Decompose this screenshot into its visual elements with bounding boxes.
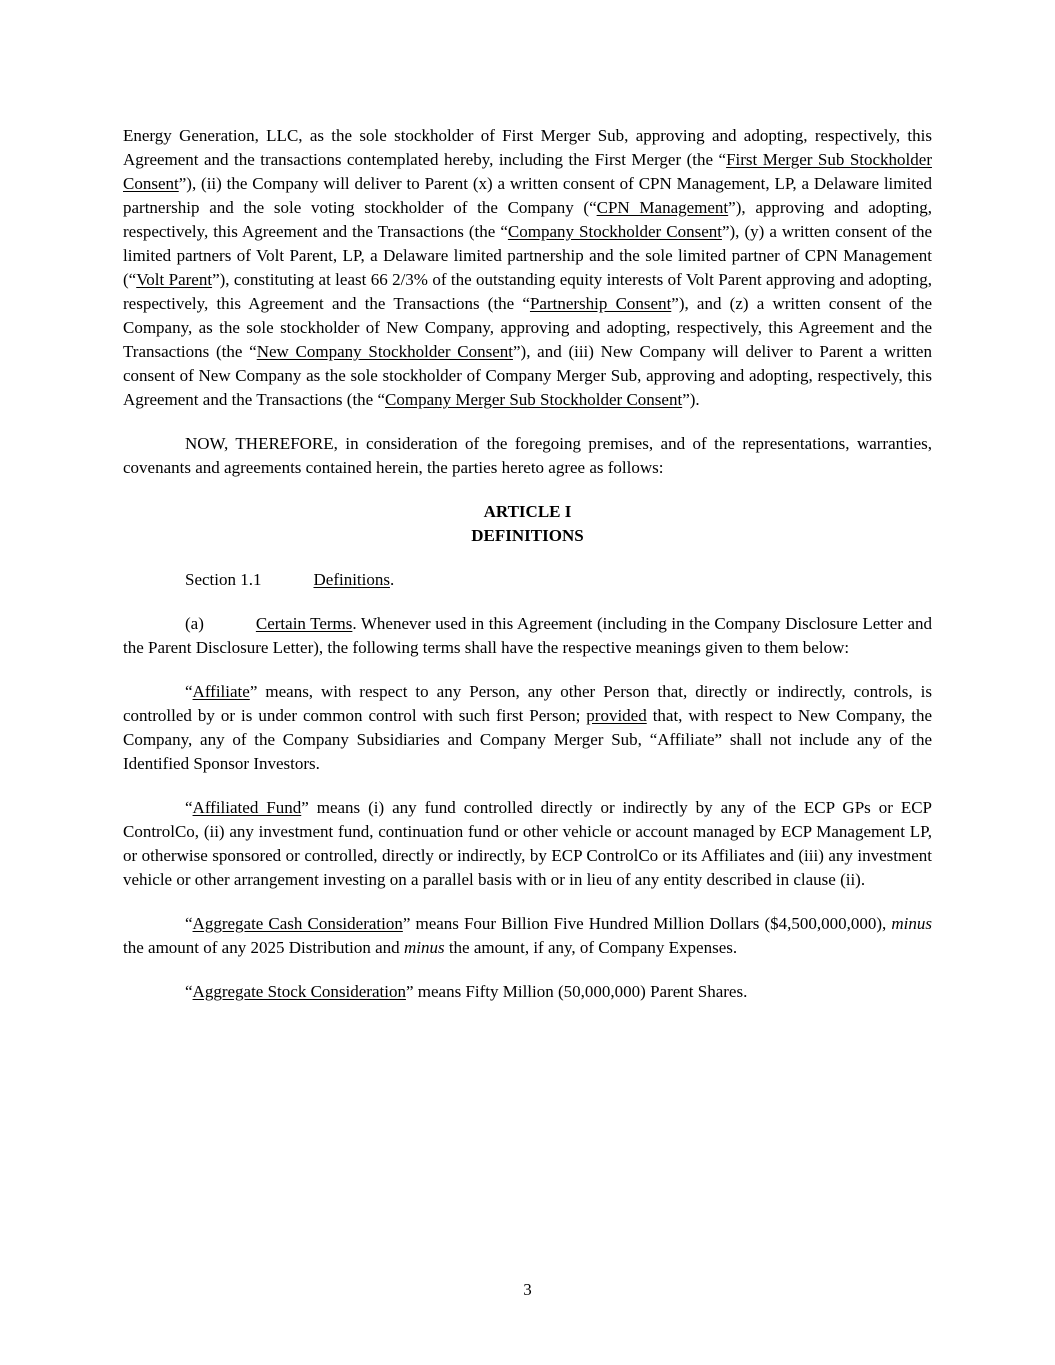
text-run: “ bbox=[185, 798, 193, 817]
text-run: ”), (y) a written consent of the limited partners of Volt Parent, LP, a Delaware limited partnership and the sole limited partner of CPN Management (“ bbox=[123, 222, 933, 289]
text-run: minus bbox=[891, 914, 932, 933]
page-number: 3 bbox=[523, 1280, 532, 1299]
text-run: Energy Generation, LLC, as the sole stockholder of First Merger Sub, approving and adopting, respectively, this Agreement and the transactions contemplated hereby, including the First Merger (the “ bbox=[123, 126, 932, 169]
underlined-term: Definitions bbox=[313, 570, 390, 589]
underlined-term: Affiliated Fund bbox=[192, 798, 302, 817]
text-run: NOW, THEREFORE, in consideration of the foregoing premises, and of the representations, warranties, covenants and agreements contained herein, the parties hereto agree as follows: bbox=[123, 434, 932, 477]
text-run: “ bbox=[185, 682, 193, 701]
text-run: . bbox=[390, 570, 395, 589]
underlined-term: Aggregate Stock Consideration bbox=[192, 982, 406, 1001]
page-footer bbox=[0, 1278, 1055, 1302]
paragraph-continued bbox=[123, 124, 932, 412]
text-run: DEFINITIONS bbox=[471, 526, 584, 545]
text-run: ”), and (z) a written consent of the Company, as the sole stockholder of New Company, approving and adopting, respectively, this Agreement and the Transactions (the “ bbox=[123, 294, 933, 361]
underlined-term: New Company Stockholder Consent bbox=[256, 342, 513, 361]
text-run: ”). bbox=[682, 390, 700, 409]
text-run: ”), constituting at least 66 2/3% of the outstanding equity interests of Volt Parent approving and adopting, respectively, this Agreement and the Transactions (the “ bbox=[123, 270, 932, 313]
text-run: ”), (ii) the Company will deliver to Parent (x) a written consent of CPN Management, LP, a Delaware limited partnership and the sole voting stockholder of the Company (“ bbox=[123, 174, 932, 217]
underlined-term: provided bbox=[586, 706, 647, 725]
underlined-term: Partnership Consent bbox=[529, 294, 672, 313]
paragraph-certain-terms bbox=[123, 612, 932, 660]
text-run: ” means, with respect to any Person, any other Person that, directly or indirectly, controls, is controlled by or is under common control with such first Person; bbox=[123, 682, 932, 725]
text-run: ” means Fifty Million (50,000,000) Parent Shares. bbox=[405, 982, 748, 1001]
article-subheading bbox=[123, 524, 932, 548]
text-run: ”), approving and adopting, respectively, this Agreement and the Transactions (the “ bbox=[123, 198, 932, 241]
section-1-1-definitions bbox=[123, 568, 932, 592]
text-run: “ bbox=[185, 914, 193, 933]
text-run: ”), and (iii) New Company will deliver to Parent a written consent of New Company as the sole stockholder of Company Merger Sub, approving and adopting, respectively, this Agreement and the Transactions (the “ bbox=[123, 342, 932, 409]
underlined-term: Certain Terms bbox=[255, 614, 353, 633]
underlined-term: Volt Parent bbox=[136, 270, 213, 289]
text-run: the amount, if any, of Company Expenses. bbox=[444, 938, 738, 957]
text-run: the amount of any 2025 Distribution and bbox=[123, 938, 404, 957]
text-run: (a) bbox=[185, 614, 204, 633]
definition-affiliated-fund bbox=[123, 796, 932, 892]
text-run: “ bbox=[185, 982, 193, 1001]
underlined-term: First Merger Sub Stockholder Consent bbox=[123, 150, 932, 193]
underlined-term: Company Stockholder Consent bbox=[507, 222, 722, 241]
text-run: ” means (i) any fund controlled directly or indirectly by any of the ECP GPs or ECP ControlCo, (ii) any investment fund, continuation fund or other vehicle or account managed by ECP Management LP, or otherwise sponsored or controlled, directly or indirectly, by ECP ControlCo or its Affiliates and (iii) any investment vehicle or other arrangement investing on a parallel basis with or in lieu of any entity described in clause (ii). bbox=[123, 798, 932, 889]
text-run: ARTICLE I bbox=[483, 502, 572, 521]
text-run: ” means Four Billion Five Hundred Million Dollars ($4,500,000,000), bbox=[402, 914, 892, 933]
underlined-term: Affiliate bbox=[192, 682, 250, 701]
text-run: Section 1.1 bbox=[185, 570, 262, 589]
definition-affiliate bbox=[123, 680, 932, 776]
text-run: . Whenever used in this Agreement (including in the Company Disclosure Letter and the Parent Disclosure Letter), the following terms shall have the respective meanings given to them below: bbox=[123, 614, 932, 657]
article-heading bbox=[123, 500, 932, 524]
definition-aggregate-cash-consideration bbox=[123, 912, 932, 960]
underlined-term: Aggregate Cash Consideration bbox=[192, 914, 403, 933]
underlined-term: Company Merger Sub Stockholder Consent bbox=[385, 390, 683, 409]
underlined-term: CPN Management bbox=[596, 198, 729, 217]
definition-aggregate-stock-consideration bbox=[123, 980, 932, 1004]
text-run: that, with respect to New Company, the Company, any of the Company Subsidiaries and Company Merger Sub, “Affiliate” shall not include any of the Identified Sponsor Investors. bbox=[123, 706, 932, 773]
paragraph-now-therefore bbox=[123, 432, 932, 480]
text-run: minus bbox=[403, 938, 445, 957]
document-body bbox=[123, 124, 932, 1004]
